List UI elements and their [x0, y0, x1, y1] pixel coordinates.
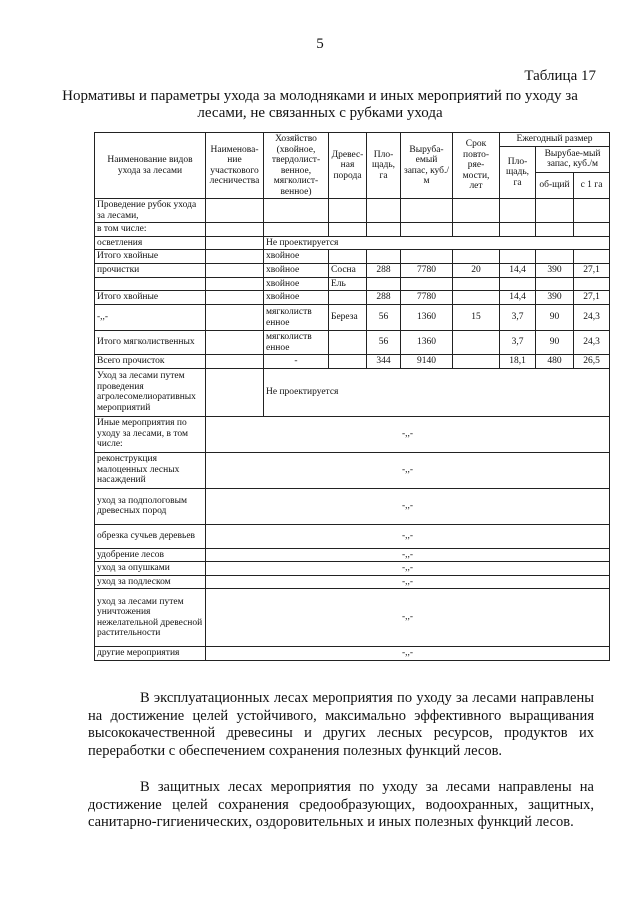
- row-stock: 1360: [401, 305, 453, 331]
- row-stock: 9140: [401, 355, 453, 369]
- header-forestry: Наименова-ние участкового лесничества: [206, 133, 264, 199]
- table-row: [95, 589, 610, 647]
- row-name: Иные мероприятия по уходу за лесами, в том числе:: [95, 416, 206, 452]
- table-row: [95, 199, 610, 223]
- table-row: [95, 548, 610, 562]
- header-per-ha: с 1 га: [574, 173, 610, 199]
- header-area: Пло-щадь, га: [367, 133, 401, 199]
- row-name: Итого хвойные: [95, 250, 206, 264]
- table-row: [95, 368, 610, 416]
- table-row: [95, 416, 610, 452]
- row-name: обрезка сучьев деревьев: [95, 524, 206, 548]
- row-name: -,,-: [95, 305, 206, 331]
- table-title: Нормативы и параметры ухода за молодняками и иных мероприятий по уходу за лесами, не связанных с рубками ухода: [62, 88, 578, 121]
- header-type: Наименование видов ухода за лесами: [95, 133, 206, 199]
- row-area: 288: [367, 291, 401, 305]
- row-farm: хвойное: [264, 263, 329, 277]
- table-row: [95, 263, 610, 277]
- row-name: Проведение рубок ухода за лесами,: [95, 199, 206, 223]
- table-row: [95, 305, 610, 331]
- row-annual-area: 3,7: [500, 331, 536, 355]
- row-stock: 1360: [401, 331, 453, 355]
- table-row: [95, 355, 610, 369]
- row-area: 56: [367, 305, 401, 331]
- table-row: [95, 452, 610, 488]
- table-row: [95, 277, 610, 291]
- row-note: -,,-: [206, 589, 610, 647]
- row-annual-total: 90: [536, 305, 574, 331]
- row-annual-per-ha: 27,1: [574, 263, 610, 277]
- row-species: Береза: [329, 305, 367, 331]
- row-note: Не проектируется: [264, 236, 610, 250]
- row-period: 15: [453, 305, 500, 331]
- row-name: в том числе:: [95, 223, 206, 237]
- row-area: 56: [367, 331, 401, 355]
- row-note: -,,-: [206, 575, 610, 589]
- page-number: 5: [316, 36, 324, 52]
- paragraph-protective-forests: В защитных лесах мероприятия по уходу за лесами направлены на достижение целей сохранения средообразующих, водоохранных, защитных, санитарно-гигиенических, оздоровительных и иных полезных функций лесов.: [88, 779, 594, 830]
- row-farm: хвойное: [264, 277, 329, 291]
- row-annual-total: 480: [536, 355, 574, 369]
- row-name: уход за лесами путем уничтожения нежелательной древесной растительности: [95, 589, 206, 647]
- row-species: Ель: [329, 277, 367, 291]
- row-annual-total: 90: [536, 331, 574, 355]
- row-annual-area: 14,4: [500, 263, 536, 277]
- row-annual-area: 14,4: [500, 291, 536, 305]
- row-name: Уход за лесами путем проведения агролесомелиоративных мероприятий: [95, 368, 206, 416]
- row-note: -,,-: [206, 452, 610, 488]
- row-note: -,,-: [206, 416, 610, 452]
- row-stock: 7780: [401, 291, 453, 305]
- header-species: Древес-ная порода: [329, 133, 367, 199]
- table-row: [95, 291, 610, 305]
- row-name: уход за опушками: [95, 562, 206, 576]
- table-row: [95, 524, 610, 548]
- table-row: [95, 575, 610, 589]
- row-name: другие мероприятия: [95, 647, 206, 661]
- row-area: 288: [367, 263, 401, 277]
- row-annual-per-ha: 24,3: [574, 331, 610, 355]
- row-farm: хвойное: [264, 250, 329, 264]
- row-annual-per-ha: 26,5: [574, 355, 610, 369]
- header-farm: Хозяйство (хвойное, твердолист-венное, мягколист-венное): [264, 133, 329, 199]
- table-row: [95, 250, 610, 264]
- row-annual-area: 3,7: [500, 305, 536, 331]
- header-annual-stock: Вырубае-мый запас, куб./м: [536, 146, 610, 173]
- row-species: Сосна: [329, 263, 367, 277]
- row-note: -,,-: [206, 562, 610, 576]
- header-period: Срок повто-ряе-мости, лет: [453, 133, 500, 199]
- row-note: -,,-: [206, 647, 610, 661]
- table-row: [95, 562, 610, 576]
- table-row: [95, 647, 610, 661]
- table-row: [95, 488, 610, 524]
- row-name: Всего прочисток: [95, 355, 206, 369]
- table-row: [95, 223, 610, 237]
- row-name: Итого хвойные: [95, 291, 206, 305]
- header-annual-area: Пло-щадь, га: [500, 146, 536, 199]
- row-area: 344: [367, 355, 401, 369]
- header-row: [95, 133, 610, 147]
- row-note: -,,-: [206, 548, 610, 562]
- row-name: осветления: [95, 236, 206, 250]
- row-annual-per-ha: 24,3: [574, 305, 610, 331]
- row-stock: 7780: [401, 263, 453, 277]
- table-row: [95, 236, 610, 250]
- norms-table: [94, 132, 610, 661]
- row-farm: -: [264, 355, 329, 369]
- row-name: уход за подпологовым древесных пород: [95, 488, 206, 524]
- row-note: -,,-: [206, 488, 610, 524]
- table-label: Таблица 17: [524, 68, 596, 84]
- row-name: уход за подлеском: [95, 575, 206, 589]
- row-name: прочистки: [95, 263, 206, 277]
- table-row: [95, 331, 610, 355]
- row-annual-per-ha: 27,1: [574, 291, 610, 305]
- row-annual-total: 390: [536, 291, 574, 305]
- row-period: 20: [453, 263, 500, 277]
- row-annual-area: 18,1: [500, 355, 536, 369]
- row-name: реконструкция малоценных лесных насаждений: [95, 452, 206, 488]
- header-stock: Выруба-емый запас, куб./м: [401, 133, 453, 199]
- paragraph-exploitation-forests: В эксплуатационных лесах мероприятия по уходу за лесами направлены на достижение целей устойчивого, максимально эффективного выращивания высококачественной древесины и других лесных ресурсов, продуктов их переработки с обеспечением сохранения полезных функций лесов.: [88, 690, 594, 759]
- row-farm: хвойное: [264, 291, 329, 305]
- header-annual: Ежегодный размер: [500, 133, 610, 147]
- row-farm: мягколиств енное: [264, 305, 329, 331]
- row-name: удобрение лесов: [95, 548, 206, 562]
- row-note: Не проектируется: [264, 368, 610, 416]
- row-name: Итого мягколиственных: [95, 331, 206, 355]
- row-annual-total: 390: [536, 263, 574, 277]
- row-farm: мягколиств енное: [264, 331, 329, 355]
- row-note: -,,-: [206, 524, 610, 548]
- header-total: об-щий: [536, 173, 574, 199]
